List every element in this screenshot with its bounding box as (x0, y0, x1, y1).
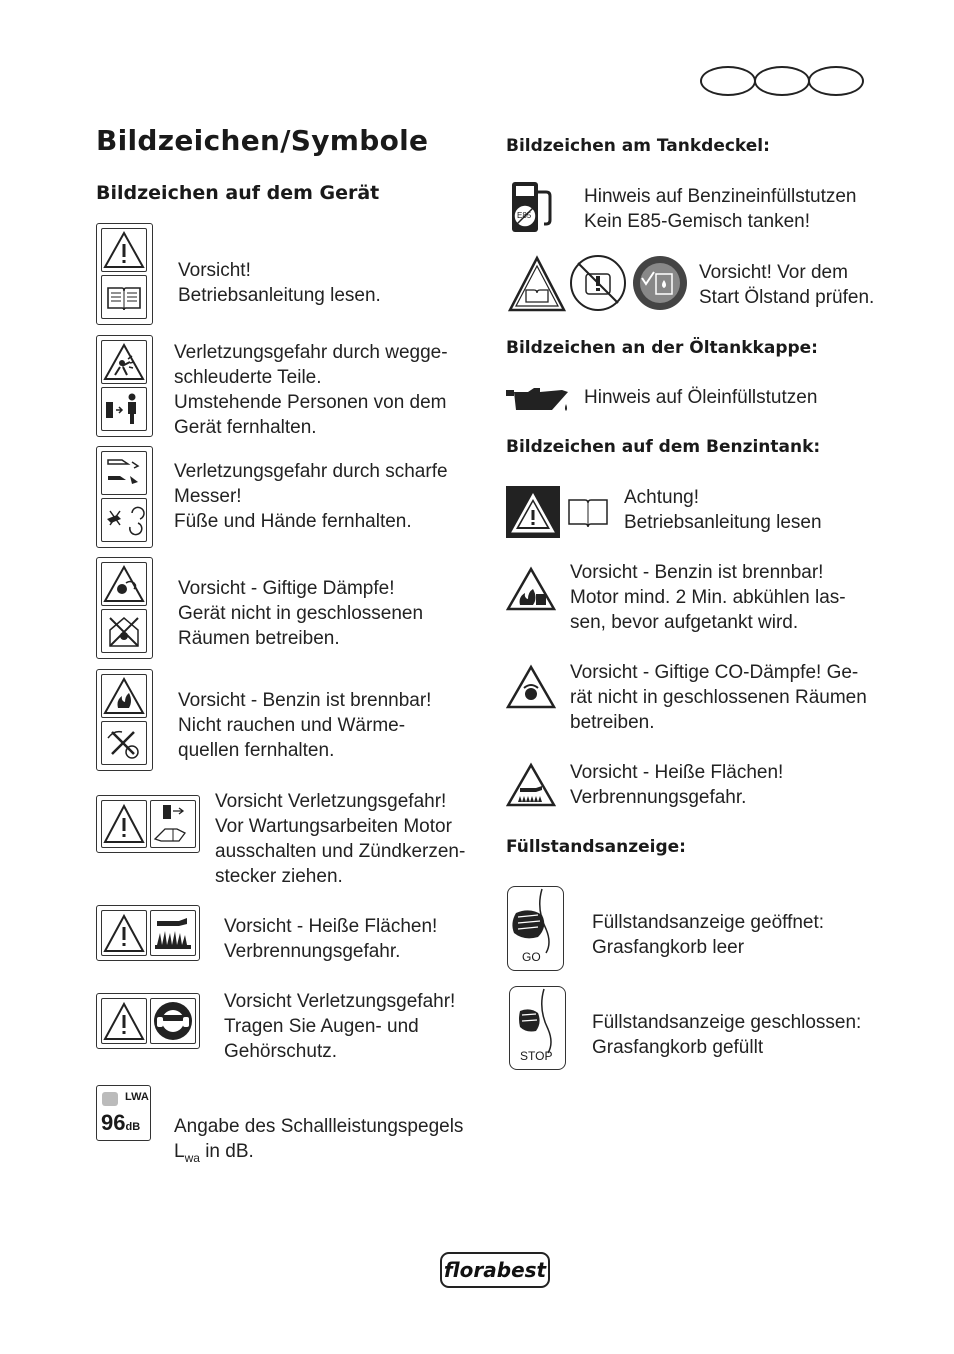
bystander-icon (101, 387, 147, 431)
item-text: Vorsicht Verletzungsgefahr! Vor Wartungsarbeiten Motor ausschalten und Zündkerzen- stecker ziehen. (215, 791, 466, 887)
tank-cap-text-1: Hinweis auf Benzineinfüllstutzen Kein E85-Gemisch tanken! (584, 186, 857, 232)
no-indoor-icon (101, 609, 147, 653)
sound-text-sub: wa (184, 1151, 200, 1165)
language-tab-2[interactable] (754, 66, 810, 96)
fire-icon (506, 566, 556, 612)
sound-text (174, 1089, 463, 1171)
fuel-tank-text: Vorsicht - Giftige CO-Dämpfe! Ge- rät nicht in geschlossenen Räumen betreiben. (570, 662, 867, 733)
fuel-tank-text: Vorsicht - Heiße Flächen! Verbrennungsgefahr. (570, 762, 784, 808)
item-text: Vorsicht - Giftige Dämpfe! Gerät nicht in geschlossenen Räumen betreiben. (178, 578, 424, 649)
warning-icon (101, 998, 147, 1044)
oil-cap-text: Hinweis auf Öleinfüllstutzen (584, 387, 818, 408)
fuel-tank-text: Achtung! Betriebsanleitung lesen (624, 487, 822, 533)
speaker-icon (102, 1092, 118, 1106)
level-indicator-closed-icon (509, 986, 566, 1070)
warning-icon (101, 228, 147, 272)
symbol-frame-fire (96, 669, 153, 771)
level-text: Füllstandsanzeige geöffnet: Grasfangkorb leer (592, 912, 825, 958)
warning-icon (101, 910, 147, 956)
item-text: Verletzungsgefahr durch scharfe Messer! Füße und Hände fernhalten. (174, 461, 448, 532)
sound-level-icon (96, 1085, 151, 1141)
logo-text: florabest (443, 1258, 547, 1282)
warning-icon (506, 486, 560, 538)
sound-text-suffix: in dB. (199, 1141, 254, 1162)
level-indicator-open-icon (507, 886, 564, 971)
level-badge: GO (522, 950, 541, 964)
toxic-fumes-icon (101, 562, 147, 606)
sound-text-l: L (174, 1141, 185, 1162)
fuel-tank-text: Vorsicht - Benzin ist brennbar! Motor mind. 2 Min. abkühlen las- sen, bevor aufgetankt wird. (570, 562, 846, 633)
section-heading-tank-cap: Bildzeichen am Tankdeckel: (506, 136, 770, 156)
symbol-frame-manual (96, 223, 153, 325)
item-text: Vorsicht Verletzungsgefahr! Tragen Sie Augen- und Gehörschutz. (224, 991, 456, 1062)
symbol-frame-blades (96, 446, 153, 548)
symbol-frame-thrown-objects (96, 335, 153, 437)
blade-hand-icon (101, 451, 147, 495)
symbol-frame-protection (96, 993, 200, 1049)
sound-icon-label: LWA (125, 1091, 149, 1103)
fire-icon (101, 674, 147, 718)
language-tab-1[interactable] (700, 66, 756, 96)
language-tab-3[interactable] (808, 66, 864, 96)
no-smoking-icon (101, 721, 147, 765)
toxic-fumes-icon (506, 664, 556, 710)
e85-label: E85 (517, 211, 532, 220)
spark-plug-icon (150, 800, 196, 848)
item-text: Vorsicht - Heiße Flächen! Verbrennungsgefahr. (224, 916, 438, 962)
section-heading-oil-cap: Bildzeichen an der Öltankkappe: (506, 338, 818, 358)
item-text: Verletzungsgefahr durch wegge- schleuderte Teile. Umstehende Personen von dem Gerät fernhalten. (174, 342, 448, 438)
symbol-frame-hot (96, 905, 200, 961)
section-heading-fuel-tank: Bildzeichen auf dem Benzintank: (506, 437, 821, 457)
sound-icon-number: 96 (101, 1110, 126, 1135)
manual-icon (566, 494, 610, 530)
hot-surface-icon (506, 762, 556, 808)
hot-surface-icon (150, 910, 196, 956)
language-tabs (700, 66, 862, 96)
page-title: Bildzeichen/Symbole (96, 124, 429, 157)
thrown-objects-icon (101, 340, 147, 384)
oil-check-icon (506, 254, 690, 314)
fuel-pump-icon (506, 178, 562, 236)
sound-text-line1: Angabe des Schallleistungspegels (174, 1116, 464, 1137)
blade-foot-icon (101, 498, 147, 542)
tank-cap-text-2: Vorsicht! Vor dem Start Ölstand prüfen. (699, 262, 875, 308)
section-heading-level: Füllstandsanzeige: (506, 837, 686, 857)
level-badge: STOP (520, 1049, 553, 1063)
section-heading-device: Bildzeichen auf dem Gerät (96, 182, 380, 204)
manual-icon (101, 275, 147, 319)
item-text: Vorsicht! Betriebsanleitung lesen. (178, 260, 381, 306)
warning-icon (101, 800, 147, 848)
symbol-frame-toxic (96, 557, 153, 659)
symbol-frame-spark-plug (96, 795, 200, 853)
sound-icon-value (101, 1110, 140, 1136)
level-text: Füllstandsanzeige geschlossen: Grasfangkorb gefüllt (592, 1012, 862, 1058)
item-text: Vorsicht - Benzin ist brennbar! Nicht rauchen und Wärme- quellen fernhalten. (178, 690, 432, 761)
ear-eye-protection-icon (150, 998, 196, 1044)
sound-icon-unit: dB (125, 1121, 141, 1133)
florabest-logo (440, 1252, 550, 1288)
oil-can-icon (504, 382, 574, 416)
